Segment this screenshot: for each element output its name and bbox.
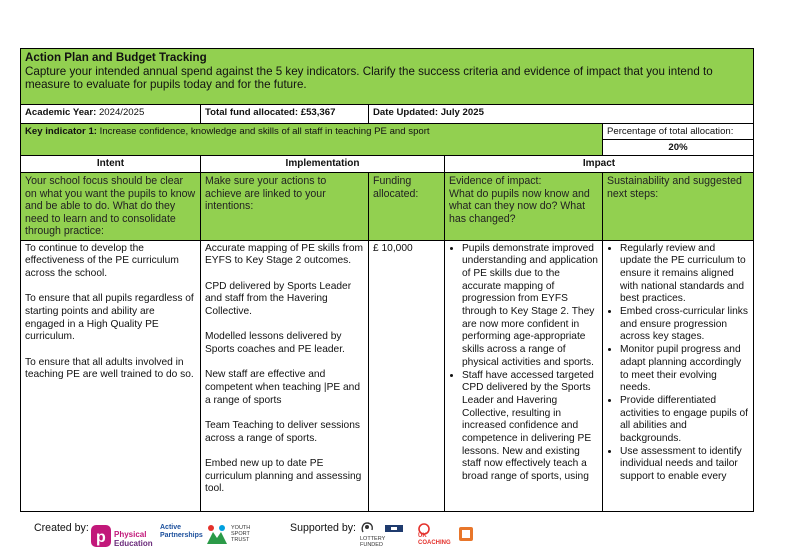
youth-sport-trust-logo [205, 522, 251, 553]
implementation-item: Embed new up to date PE curriculum planning and assessing tool. [205, 457, 362, 495]
intent-content [21, 240, 201, 511]
sport-england-icon [385, 523, 403, 535]
youth-sport-trust-icon [205, 522, 229, 548]
evidence-list [449, 243, 598, 484]
page-title: Action Plan and Budget Tracking [25, 51, 207, 64]
evidence-guidance-title: Evidence of impact: [449, 175, 542, 187]
lottery-logo [360, 520, 386, 548]
evidence-guidance-questions: What do pupils now know and what can they now do? What has changed? [449, 187, 590, 225]
action-plan-sheet [20, 48, 753, 512]
date-updated-cell [369, 105, 754, 124]
evidence-item: • Pupils demonstrate improved understanding and application of PE skills due to the accurate mapping of progression from EYFS through to Key Stage 2. They are now more confident in performing age-appropriate skills across a range of physical activities and sports. [462, 243, 598, 370]
intent-guidance: Your school focus should be clear on what you want the pupils to know and be able to do. What do they need to learn and to consolidate through practice: [21, 173, 201, 241]
percentage-value-cell [603, 140, 754, 156]
intent-item: To ensure that all pupils regardless of starting points and ability are engaged in a High Quality PE curriculum. [25, 293, 194, 343]
evidence-item: • Staff have accessed targeted CPD delivered by the Sports Leader and Havering Collective, resulting in increased confidence and competence in delivering PE lessons. New and existing staff now effectively teach a broad range of sports, using [462, 370, 598, 484]
academic-year-label: Academic Year: [25, 107, 97, 118]
key-indicator-cell [21, 124, 603, 156]
date-updated: Date Updated: July 2025 [373, 107, 484, 118]
implementation-content [201, 240, 369, 511]
active-partnerships-line-1: Active [160, 524, 182, 531]
sustainability-list [607, 243, 749, 484]
implementation-item: New staff are effective and competent when teaching |PE and a range of sports [205, 369, 360, 406]
implementation-item: Modelled lessons delivered by Sports coaches and PE leader. [205, 331, 345, 355]
afpe-line-2: Education [114, 539, 153, 548]
action-plan-table [20, 48, 754, 512]
funding-guidance: Funding allocated: [369, 173, 445, 241]
intent-item: To continue to develop the effectiveness of the PE curriculum across the school. [25, 242, 179, 279]
afpe-logo-mark [90, 523, 156, 551]
sustainability-content [603, 240, 754, 511]
sustainability-item: • Embed cross-curricular links and ensure progression across key stages. [620, 306, 749, 344]
active-partnerships-logo [160, 524, 203, 540]
sustainability-item: • Regularly review and update the PE curriculum to ensure it remains aligned with national standards and best practices. [620, 243, 749, 307]
partner-logo [458, 526, 474, 547]
impact-header: Impact [445, 156, 754, 173]
total-fund: Total fund allocated: £53,367 [205, 107, 336, 118]
implementation-guidance: Make sure your actions to achieve are linked to your intentions: [201, 173, 369, 241]
sustainability-item: • Provide differentiated activities to engage pupils of all abilities and backgrounds. [620, 395, 749, 446]
sustainability-guidance: Sustainability and suggested next steps: [603, 173, 754, 241]
youth-sport-trust-text: YOUTH SPORT TRUST [231, 525, 251, 543]
sustainability-item: • Use assessment to identify individual needs and tailor support to enable every [620, 446, 749, 484]
partner-logo-icon [458, 526, 474, 542]
intent-header: Intent [21, 156, 201, 173]
uk-coaching-line-1: UK [418, 533, 427, 539]
funding-content [369, 240, 445, 511]
evidence-guidance [445, 173, 603, 241]
uk-coaching-line-2: COACHING [418, 539, 451, 546]
active-partnerships-line-2: Partnerships [160, 532, 203, 539]
implementation-item: Team Teaching to deliver sessions across a range of sports. [205, 419, 360, 444]
sustainability-item: • Monitor pupil progress and adapt planning accordingly to meet their evolving needs. [620, 344, 749, 395]
intent-item: To ensure that all adults involved in teaching PE are well trained to do so. [25, 356, 194, 381]
svg-text:p: p [96, 529, 106, 546]
percentage-label-cell [603, 124, 754, 140]
page-description: Capture your intended annual spend against the 5 key indicators. Clarify the success criteria and evidence of impact that you intend to measure to evaluate for pupils today and for the future. [25, 64, 713, 91]
academic-year-value: 2024/2025 [98, 107, 145, 118]
sport-england-logo [385, 522, 403, 540]
lottery-funded-text: LOTTERY FUNDED [360, 536, 386, 548]
uk-coaching-logo [418, 522, 451, 546]
implementation-item: CPD delivered by Sports Leader and staff from the Havering Collective. [205, 280, 352, 317]
total-fund-cell [201, 105, 369, 124]
key-indicator-text: Increase confidence, knowledge and skills of all staff in teaching PE and sport [99, 126, 430, 137]
supported-by-label: Supported by: [290, 522, 356, 534]
academic-year-cell [21, 105, 201, 124]
created-by-label: Created by: [34, 522, 89, 534]
implementation-header: Implementation [201, 156, 445, 173]
key-indicator-label: Key indicator 1: [25, 126, 97, 137]
page-footer [0, 520, 800, 557]
header-block [21, 49, 754, 105]
percentage-value: 20% [668, 142, 688, 153]
evidence-content [445, 240, 603, 511]
funding-amount: £ 10,000 [373, 242, 413, 254]
percentage-label: Percentage of total allocation: [607, 126, 734, 137]
afpe-line-1: Physical [114, 530, 147, 539]
lottery-fingers-icon [360, 520, 376, 534]
afpe-logo [90, 523, 156, 556]
implementation-item: Accurate mapping of PE skills from EYFS to Key Stage 2 outcomes. [205, 242, 363, 267]
